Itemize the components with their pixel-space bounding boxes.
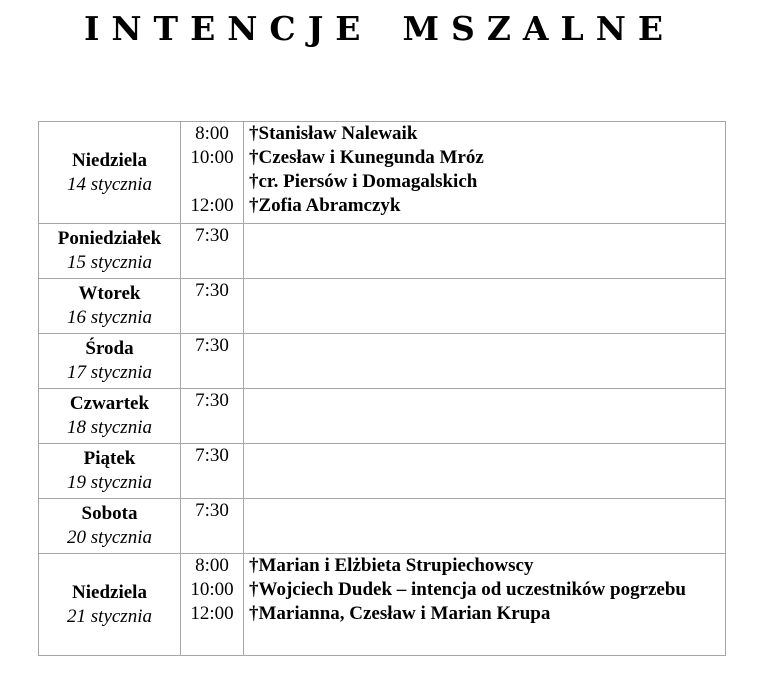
intentions-cell <box>244 554 726 656</box>
day-name: Poniedziałek <box>57 228 162 249</box>
time-cell <box>181 224 244 279</box>
day-cell <box>39 122 181 224</box>
intention: †Marianna, Czesław i Marian Krupa <box>249 603 551 624</box>
day-name: Środa <box>85 338 134 359</box>
mass-time: 7:30 <box>195 225 229 246</box>
mass-time: 12:00 <box>190 603 234 624</box>
table-row <box>39 389 726 444</box>
intention: †Stanisław Nalewaik <box>249 123 418 144</box>
day-name: Piątek <box>83 448 136 469</box>
day-name: Sobota <box>81 503 138 524</box>
intentions-cell <box>244 334 726 389</box>
day-date: 15 stycznia <box>67 252 152 273</box>
day-cell <box>39 444 181 499</box>
intentions-cell <box>244 389 726 444</box>
title-word-intencje: INTENCJE <box>83 9 373 48</box>
intention: †Marian i Elżbieta Strupiechowscy <box>249 555 534 576</box>
intentions-cell <box>244 444 726 499</box>
day-date: 18 stycznia <box>67 417 152 438</box>
day-date: 19 stycznia <box>67 472 152 493</box>
day-cell <box>39 499 181 554</box>
mass-time: 8:00 <box>195 123 229 144</box>
day-cell <box>39 334 181 389</box>
mass-time: 7:30 <box>195 280 229 301</box>
day-date: 20 stycznia <box>67 527 152 548</box>
table-row <box>39 444 726 499</box>
table-row <box>39 122 726 224</box>
day-name: Czwartek <box>69 393 150 414</box>
time-cell <box>181 122 244 224</box>
mass-time <box>181 170 243 194</box>
table-row <box>39 499 726 554</box>
mass-time: 8:00 <box>195 555 229 576</box>
day-cell <box>39 279 181 334</box>
mass-time: 12:00 <box>190 195 234 216</box>
mass-time: 10:00 <box>190 579 234 600</box>
table-row <box>39 224 726 279</box>
day-cell <box>39 224 181 279</box>
mass-time: 7:30 <box>195 500 229 521</box>
day-date: 14 stycznia <box>67 173 152 195</box>
intention: †Zofia Abramczyk <box>249 195 401 216</box>
time-cell <box>181 444 244 499</box>
title-word-mszalne: MSZALNE <box>402 9 676 48</box>
table-row <box>39 554 726 656</box>
intention: †cr. Piersów i Domagalskich <box>249 171 478 192</box>
day-date: 16 stycznia <box>67 307 152 328</box>
intention: †Czesław i Kunegunda Mróz <box>249 147 484 168</box>
mass-time: 7:30 <box>195 390 229 411</box>
day-name: Niedziela <box>72 149 147 171</box>
intentions-cell <box>244 499 726 554</box>
intentions-cell <box>244 122 726 224</box>
mass-time: 7:30 <box>195 335 229 356</box>
time-cell <box>181 389 244 444</box>
intentions-cell <box>244 224 726 279</box>
intentions-cell <box>244 279 726 334</box>
mass-time: 10:00 <box>190 147 234 168</box>
day-cell <box>39 389 181 444</box>
time-cell <box>181 334 244 389</box>
page-title <box>0 6 759 52</box>
time-cell <box>181 554 244 656</box>
intention: †Wojciech Dudek – intencja od uczestników pogrzebu <box>249 579 686 600</box>
intentions-table <box>38 121 726 656</box>
day-date: 21 stycznia <box>67 605 152 627</box>
day-name: Wtorek <box>78 283 141 304</box>
time-cell <box>181 499 244 554</box>
day-date: 17 stycznia <box>67 362 152 383</box>
time-cell <box>181 279 244 334</box>
table-row <box>39 334 726 389</box>
day-name: Niedziela <box>72 581 147 603</box>
mass-time: 7:30 <box>195 445 229 466</box>
table-row <box>39 279 726 334</box>
day-cell <box>39 554 181 656</box>
